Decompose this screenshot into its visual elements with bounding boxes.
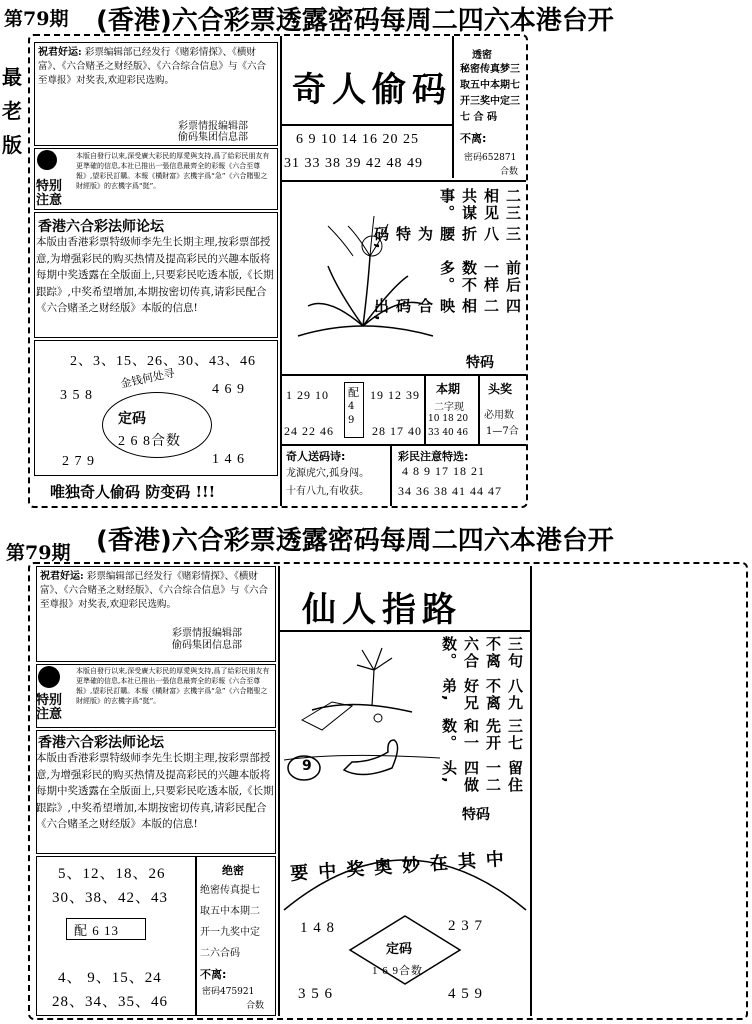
ding-label: 定码 <box>118 411 146 427</box>
flower-illustration <box>288 196 438 346</box>
main-title: 奇人偷码 <box>292 70 452 110</box>
pei-right2: 28 17 40 <box>372 424 422 438</box>
greeting-text-bottom: 祝君好运: 彩票编辑部已经发行《赌彩情探》、《横财富》、《六合赌圣之财经版》、《六合综合信息》与《六合至尊报》对奖表,欢迎彩民选购。 <box>40 571 269 610</box>
notice-label: 特别 注意 <box>36 179 63 208</box>
toujiang-range: 1—7合 <box>486 426 519 437</box>
main-poem: 四二相映合码出, 前后一样数不多。 三八折腰为特码, 二三相见共谋事。 <box>372 188 522 323</box>
caimin-r1: 4 8 9 17 18 21 <box>402 464 485 478</box>
numbox-r3: 4、 9、15、24 <box>58 970 162 986</box>
secret-lines-bottom: 绝密传真提七 取五中本期二 开一九奖中定 二六合码 <box>200 885 260 959</box>
secret-lines: 秘密传真梦三 取五中本期七 开三奖中定三 七 合 码 <box>460 64 520 123</box>
notice-label-bottom: 特别 注意 <box>36 693 63 722</box>
ding-count-bottom: 1 6 9合数 <box>372 965 423 977</box>
banner-title: (香港)六合彩票透露密码每周二四六本港台开 <box>96 6 614 36</box>
benqi-r2: 33 40 46 <box>428 428 469 438</box>
ding-arc-text-bottom: 要中奖奥妙在其中 <box>289 848 515 885</box>
forum-body-bottom: 本版由香港彩票特级师李先生长期主理,按彩票部授意,为增强彩民的购买热情及提高彩民的兴趣本版将每期中奖透露在全版面上,只要彩民吃透本版,《长期跟踪》,中奖希望增加,本期按密切传真,请彩民配合《六合赌圣之财经版》本版的信息! <box>36 752 274 830</box>
secret-sum-bottom: 合数 <box>246 1001 265 1011</box>
secret-buli-bottom: 不离: <box>200 968 227 981</box>
poem2-l1: 龙源虎穴,孤身闯。 <box>286 468 370 479</box>
main-tema-label: 特码 <box>466 355 494 371</box>
benqi-sub: 二字现 <box>434 402 464 413</box>
secret-buli: 不离: <box>460 132 487 145</box>
secret-sum: 合数 <box>500 167 519 177</box>
period-label-bottom: 第79期 <box>6 542 71 564</box>
caimin-title: 彩民注意特选: <box>398 450 469 463</box>
forum-title: 香港六合彩法师论坛 <box>38 219 164 235</box>
bomb-icon-bottom <box>38 666 60 688</box>
secret-code: 密码652871 <box>464 153 517 163</box>
toujiang-sub: 必用数 <box>484 410 514 421</box>
forum-title-bottom: 香港六合彩法师论坛 <box>38 735 164 751</box>
bomb-icon <box>37 150 57 170</box>
ding-tl-bottom: 1 4 8 <box>300 920 335 936</box>
main-title-bottom: 仙人指路 <box>302 590 462 630</box>
toujiang-title: 头奖 <box>488 382 513 396</box>
side-label: 最 老 版 <box>2 65 22 157</box>
ding-bl-bottom: 3 5 6 <box>298 986 333 1002</box>
ding-br-bottom: 4 5 9 <box>448 986 483 1002</box>
main-row2: 31 33 38 39 42 48 49 <box>284 156 423 171</box>
secret-title: 透密 <box>472 50 492 61</box>
notice-text: 本版自發行以來,深受廣大彩民的厚愛與支持,爲了給彩民朋友有更準確的信息,本社已推出一張信息最齊全的彩報《六合至尊報》,望彩民訂購。本報《橫財富》玄機字爲“急”《六合賭聖之財經版》的玄機字爲“挺”。 <box>76 152 270 190</box>
numbox-r4: 28、34、35、46 <box>52 994 169 1010</box>
notice-text-bottom: 本版自發行以來,深受廣大彩民的厚愛與支持,爲了給彩民朋友有更準確的信息,本社已推出一張信息最齊全的彩報《六合至尊報》,望彩民訂購。本報《橫財富》玄機字爲“急”《六合賭聖之財經版》的玄機字爲“挺”。 <box>76 667 270 705</box>
poem2-title: 奇人送码诗: <box>286 450 346 463</box>
period-label: 第79期 <box>4 8 69 30</box>
numbox-r1: 5、12、18、26 <box>58 866 166 882</box>
ding-br: 1 4 6 <box>212 452 245 467</box>
caimin-r2: 34 36 38 41 44 47 <box>398 484 502 498</box>
greeting-sign: 彩票情报编辑部 偷码集团信息部 <box>178 121 248 143</box>
forum-body: 本版由香港彩票特级师李先生长期主理,按彩票部授意,为增强彩民的购买热情及提高彩民的兴趣本版将每期中奖透露在全版面上,只要彩民吃透本版,《长期跟踪》,中奖希望增加,本期按密切传真,请彩民配合《六合赌圣之财经版》本版的信息! <box>36 236 274 314</box>
numbox-r2: 30、38、42、43 <box>52 890 169 906</box>
ding-numbers: 2、3、15、26、30、43、46 <box>70 354 256 369</box>
ding-label-bottom: 定码 <box>386 942 413 957</box>
benqi-r1: 10 18 20 <box>428 414 469 424</box>
benqi-title: 本期 <box>436 382 461 396</box>
pei-right1: 19 12 39 <box>370 388 420 402</box>
ding-right: 4 6 9 <box>212 382 245 397</box>
main-row1: 6 9 10 14 16 20 25 <box>296 132 419 147</box>
main-poem-bottom: 留住一二四做头, 三七先开和一数。 八九不离好兄弟, 三句不离六合数。 <box>440 636 524 795</box>
greeting-sign-bottom: 彩票情报编辑部 偷码集团信息部 <box>172 628 242 651</box>
cup-num: 9 <box>302 758 312 774</box>
banner-title-bottom: (香港)六合彩票透露密码每周二四六本港台开 <box>96 526 614 556</box>
pei-mid: 配 4 9 <box>348 386 359 426</box>
ding-arc-text: 金钱何处寻 <box>119 366 176 391</box>
numbox-pei: 配 6 13 <box>74 923 120 938</box>
ding-tr-bottom: 2 3 7 <box>448 918 483 934</box>
pei-left1: 1 29 10 <box>286 388 329 402</box>
secret-code-bottom: 密码475921 <box>202 987 255 997</box>
pei-left2: 24 22 46 <box>284 424 334 438</box>
slogan: 唯独奇人偷码 防变码 !!! <box>50 483 216 501</box>
ding-count: 2 6 8合数 <box>118 434 181 449</box>
main-tema-label-bottom: 特码 <box>462 807 490 823</box>
poem2-l2: 十有八九,有收获。 <box>286 486 370 497</box>
secret-title-bottom: 绝密 <box>222 864 244 877</box>
ding-left: 3 5 8 <box>60 388 93 403</box>
ding-bl: 2 7 9 <box>62 454 95 469</box>
greeting-text: 祝君好运: 彩票编辑部已经发行《赌彩情探》、《横财富》、《六合赌圣之财经版》、《六合综合信息》与《六合至尊报》对奖表,欢迎彩民选购。 <box>38 47 267 86</box>
